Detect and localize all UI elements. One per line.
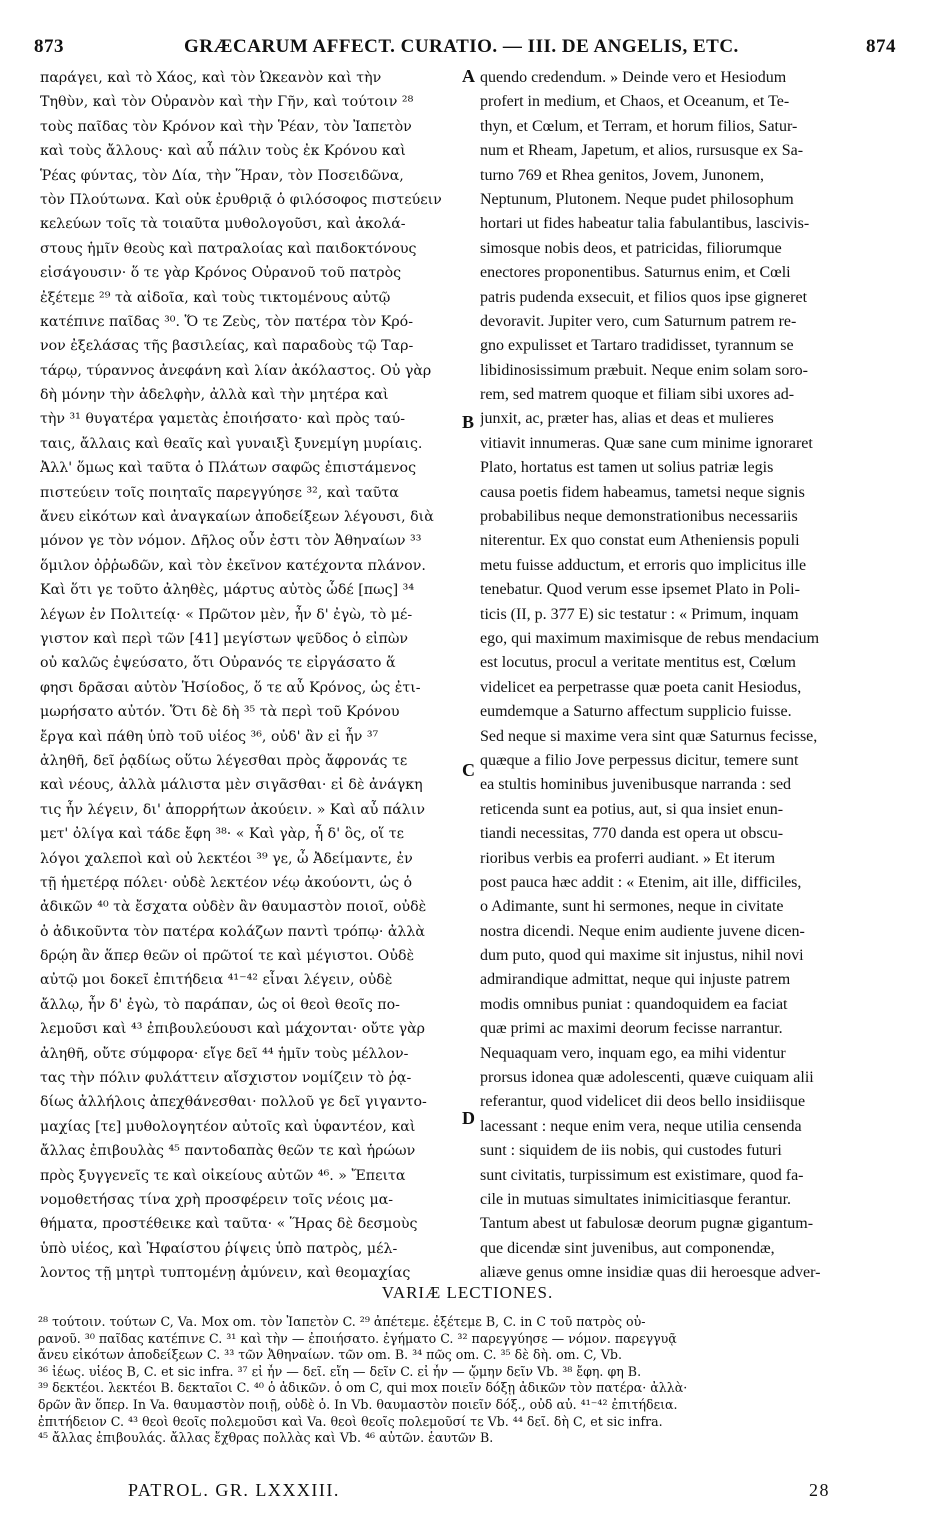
greek-text-line: ὅμιλον ὀῤῥωδῶν, καὶ τὸν ἐκεῖνον κατέχοντα πλάνον. [40, 557, 426, 574]
latin-text-line: tenebatur. Quod verum esse ipsemet Plato in Poli- [480, 581, 800, 599]
greek-text-line: λεμοῦσι καὶ ⁴³ ἐπιβουλεύουσι καὶ μάχονται· οὔτε γὰρ [40, 1021, 426, 1038]
latin-text-line: thyn, et Cœlum, et Terram, et horum filios, Satur- [480, 117, 798, 135]
greek-text-line: νομοθετήσας τίνα χρὴ προσφέρειν τοῖς νέοις μα- [40, 1191, 394, 1208]
latin-text-line: Plato, hortatus est tamen ut solius patriæ legis [480, 459, 774, 477]
latin-text-line: Neptunum, Plutonem. Neque pudet philosophum [480, 190, 794, 208]
greek-text-line: κελεύων τοῖς τὰ τοιαῦτα μυθολογοῦσι, καὶ ἀκολά- [40, 216, 406, 233]
greek-text-line: ταις, ἄλλαις καὶ θεαῖς καὶ γυναιξὶ ξυνεμίγη μυρίαις. [40, 435, 423, 452]
greek-text-line: νον ἐξελάσας τῆς βασιλείας, καὶ παραδοὺς τῷ Ταρ- [40, 338, 414, 355]
note-line: ²⁸ τούτοιν. τούτων C, Va. Mox om. τὸν Ἰαπετὸν C. ²⁹ ἀπέτεμε. ἐξέτεμε B, C. in C τοῦ πατρὸς οὐ- [38, 1314, 646, 1329]
latin-text-line: quæque a filio Jove perpessus dicitur, temere sunt [480, 751, 799, 769]
note-line: ³⁶ ἰέως. υἱέος B, C. et sic infra. ³⁷ εἰ ἦν — δεῖ. εἴη — δεῖν C. εἰ ἦν — ᾤμην δεῖν Vb. ³⁸ ἔφη. φη B. [38, 1363, 642, 1379]
latin-text-line: sunt : siquidem de iis nobis, qui custodes futuri [480, 1142, 782, 1160]
latin-text-line: reticenda sunt ea potius, aut, si qua insiet enun- [480, 800, 784, 818]
greek-text-line: ἐξέτεμε ²⁹ τὰ αἰδοῖα, καὶ τοὺς τικτομένους αὐτῷ [40, 289, 391, 306]
latin-text-line: que dicendæ sint juvenibus, aut componendæ, [480, 1239, 775, 1257]
greek-text-line: πρὸς ξυγγενεῖς τε καὶ οἰκείους αὐτῶν ⁴⁶. » Ἔπειτα [40, 1167, 406, 1184]
margin-marker-a: A [462, 66, 475, 86]
greek-text-line: ἄλλῳ, ἦν δ' ἐγὼ, τὸ παράπαν, ὡς οἱ θεοὶ θεοῖς πο- [40, 996, 400, 1013]
note-line: δρῶν ἂν ὅπερ. In Va. θαυμαστὸν ποιῇ, οὐδὲ ὁ. In Vb. θαυμαστὸν ποιεῖν δόξ., οὐδ αὐ. ⁴¹⁻⁴² ἐπιτήδεια. [38, 1396, 678, 1412]
greek-text-line: γιστον καὶ περὶ τῶν [41] μεγίστων ψεῦδος ὁ εἰπὼν [40, 630, 409, 647]
footer-number: 28 [809, 1480, 830, 1500]
greek-text-line: λόγοι χαλεποὶ καὶ οὐ λεκτέοι ³⁹ γε, ὦ Ἀδείμαντε, ἐν [40, 850, 413, 867]
latin-text-line: rioribus verbis ea proferri audiant. » Et iterum [480, 849, 776, 867]
latin-text-line: eumdemque a Saturno affectum supplicio fuisse. [480, 703, 792, 721]
latin-text-line: enectores proponentibus. Saturnus enim, et Cœli [480, 264, 791, 282]
latin-text-line: Nequaquam vero, inquam ego, ea mihi videntur [480, 1044, 786, 1062]
greek-text-line: ἀδικῶν ⁴⁰ τὰ ἔσχατα οὐδὲν ἂν θαυμαστὸν ποιοῖ, οὐδὲ [40, 899, 427, 916]
latin-text-line: dum puto, quod qui maxime sit injustus, nihil novi [480, 947, 804, 965]
greek-text-line: καὶ νέους, ἀλλὰ μάλιστα μὲν σιγᾶσθαι· εἰ δὲ ἀνάγκη [40, 777, 423, 794]
latin-text-line: quendo credendum. » Deinde vero et Hesiodum [480, 69, 787, 86]
latin-text-line: profert in medium, et Chaos, et Oceanum, et Te- [480, 93, 790, 111]
latin-text-line: ego, qui maximum maximisque de rebus mendacium [480, 629, 820, 647]
latin-text-line: junxit, ac, præter has, alias et deas et mulieres [480, 410, 774, 428]
greek-text-line: οὐ καλῶς ἐψεύσατο, ὅτι Οὐρανός τε εἰργάσατο ἅ [40, 655, 396, 672]
margin-marker-b: B [462, 412, 475, 432]
latin-text-line: vitiavit innumeras. Quæ sane cum minime ignoraret [480, 434, 813, 452]
latin-text-line: Tantum abest ut fabulosæ deorum pugnæ gigantum- [480, 1215, 814, 1233]
latin-text-line: gno expulisset et Tartaro tradidisset, tyrannum se [480, 337, 794, 355]
page-footer [38, 1480, 900, 1510]
greek-text-line: μόνον γε τὸν νόμον. Δῆλος οὖν ἐστι τὸν Ἀθηναίων ³³ [40, 533, 422, 550]
greek-text-line: καὶ τοὺς ἄλλους· καὶ αὖ πάλιν τοὺς ἐκ Κρόνου καὶ [40, 143, 406, 160]
greek-text-line: ὑπὸ υἱέος, καὶ Ἡφαίστου ῥίψεις ὑπὸ πατρὸς, μέλ- [40, 1240, 398, 1257]
latin-text-line: sunt civitatis, turpissimum est existimare, quod fa- [480, 1166, 804, 1184]
greek-text-line: μωρήσατο αὐτόν. Ὅτι δὲ δὴ ³⁵ τὰ περὶ τοῦ Κρόνου [40, 704, 400, 721]
running-title: GRÆCARUM AFFECT. CURATIO. — III. DE ANGELIS, ETC. [184, 36, 739, 57]
latin-text-line: simosque nobis deos, et patricidas, filiorumque [480, 239, 782, 257]
latin-text-line: libidinosissimum præbuit. Neque enim solam soro- [480, 361, 808, 379]
greek-text-line: Τηθὺν, καὶ τὸν Οὐρανὸν καὶ τὴν Γῆν, καὶ τούτοιν ²⁸ [40, 94, 414, 111]
latin-text-line: devoravit. Jupiter vero, cum Saturnum patrem re- [480, 312, 797, 330]
latin-text-line: post pauca hæc addit : « Etenim, ait ille, difficiles, [480, 873, 802, 891]
latin-text-line: modis omnibus puniat : quandoquidem ea faciat [480, 995, 788, 1013]
greek-text-line: ἄλλας ἐπιβουλὰς ⁴⁵ παντοδαπὰς θεῶν τε καὶ ἡρώων [40, 1143, 416, 1160]
greek-text-line: τοὺς παῖδας τὸν Κρόνον καὶ τὴν Ῥέαν, τὸν Ἰαπετὸν [40, 118, 412, 135]
latin-text-line: Sed neque si maxime vera sint quæ Saturnus fecisse, [480, 727, 818, 745]
greek-text-line: στους ἡμῖν θεοὺς καὶ πατραλοίας καὶ παιδοκτόνους [40, 240, 417, 257]
note-line: ⁴⁵ ἄλλας ἐπιβουλάς. ἄλλας ἔχθρας πολλὰς καὶ Vb. ⁴⁶ αὐτῶν. ἑαυτῶν B. [38, 1430, 494, 1446]
greek-text-line: ἄνευ εἰκότων καὶ ἀναγκαίων ἀποδείξεων λέγουσι, διὰ [40, 509, 434, 526]
greek-text-line: μαχίας [τε] μυθολογητέον αὐτοῖς καὶ ὑφαντέον, καὶ [40, 1118, 416, 1135]
greek-text-line: ἀληθῆ, οὔτε σύμφορα· εἴγε δεῖ ⁴⁴ ἡμῖν τοὺς μέλλον- [40, 1045, 409, 1062]
latin-text-line: turno 769 et Rhea genitos, Jovem, Junonem, [480, 166, 764, 184]
latin-text-line: niterentur. Ex quo constat eum Atheniensis populi [480, 532, 800, 550]
greek-text-line: δὴ μόνην τὴν ἀδελφὴν, ἀλλὰ καὶ τὴν μητέρα καὶ [40, 387, 389, 404]
latin-text-line: est locutus, procul a veritate mentitus est, Cœlum [480, 654, 796, 672]
variae-lectiones-title: VARIÆ LECTIONES. [381, 1283, 554, 1302]
latin-text-line: admirandique admittat, neque qui injuste patrem [480, 971, 791, 989]
latin-text-line: videlicet ea perpetrasse quæ poeta canit Hesiodus, [480, 678, 802, 696]
greek-text-line: Ἀλλ' ὅμως καὶ ταῦτα ὁ Πλάτων σαφῶς ἐπιστάμενος [40, 460, 417, 477]
variant-notes [38, 1314, 900, 1447]
greek-text-line: θήματα, προστέθεικε καὶ ταῦτα· « Ἥρας δὲ δεσμοὺς [40, 1216, 418, 1233]
latin-text-line: cile in mutuas simultates inimicitiasque ferantur. [480, 1190, 792, 1208]
latin-text-line: probabilibus neque demonstrationibus necessariis [480, 508, 798, 526]
greek-text-line: ἔργα καὶ πάθη ὑπὸ τοῦ υἱέος ³⁶, οὐδ' ἂν εἰ ἦν ³⁷ [40, 728, 379, 745]
latin-text-line: prorsus idonea quæ adolescenti, quæve cuiquam alii [480, 1069, 814, 1087]
latin-text-line: quæ primi ac maximi deorum fecisse narrantur. [480, 1020, 783, 1038]
greek-text-line: παράγει, καὶ τὸ Χάος, καὶ τὸν Ὠκεανὸν καὶ τὴν [40, 70, 382, 86]
greek-text-line: δρῴη ἂν ἅπερ θεῶν οἱ πρῶτοί τε καὶ μέγιστοι. Οὐδὲ [40, 948, 415, 965]
greek-text-line: τὸν Πλούτωνα. Καὶ οὐκ ἐρυθριᾷ ὁ φιλόσοφος πιστεύειν [40, 191, 442, 208]
greek-text-line: Ῥέας φύντας, τὸν Δία, τὴν Ἥραν, τὸν Ποσειδῶνα, [40, 167, 404, 184]
greek-text-line: ἀληθῆ, δεῖ ῥᾳδίως οὕτω λέγεσθαι πρὸς ἄφρονάς τε [40, 752, 408, 769]
latin-text-line: tiandi necessitas, 770 danda est opera ut obscu- [480, 825, 784, 843]
greek-text-line: τάρῳ, τύραννος ἀνεφάνη καὶ λίαν ἀκόλαστος. Οὐ γὰρ [40, 362, 432, 379]
note-line: ἄνευ εἰκότων ἀποδείξεων C. ³³ τῶν Ἀθηναίων. τῶν om. B. ³⁴ πῶς om. C. ³⁵ δὲ δὴ. om. C, Vb. [38, 1347, 622, 1363]
page-number-right: 874 [866, 36, 896, 57]
latin-text-line: rem, sed matrem quoque et filiam sibi uxores ad- [480, 386, 795, 404]
margin-marker-d: D [462, 1108, 475, 1128]
latin-text-line: lacessant : neque enim vera, neque utilia censenda [480, 1117, 802, 1135]
greek-text-line: αὐτῷ μοι δοκεῖ ἐπιτήδεια ⁴¹⁻⁴² εἶναι λέγειν, οὐδὲ [40, 972, 393, 989]
greek-text-line: λοντος τῇ μητρὶ τυπτομένῃ ἀμύνειν, καὶ θεομαχίας [40, 1265, 411, 1282]
latin-text-line: ticis (II, p. 377 E) sic testatur : « Primum, inquam [480, 605, 799, 623]
greek-text-line: τας τὴν πόλιν φυλάττειν αἴσχιστον νομίζειν τὸ ῥᾳ- [40, 1070, 412, 1087]
greek-text-line: εἰσάγουσιν· ὅ τε γὰρ Κρόνος Οὐρανοῦ τοῦ πατρὸς [40, 265, 402, 282]
latin-column [480, 66, 898, 1286]
greek-text-line: τὴν ³¹ θυγατέρα γαμετὰς ἐποιήσατο· καὶ πρὸς ταύ- [40, 411, 405, 428]
note-line: ³⁹ δεκτέοι. λεκτέοι B. δεκταῖοι C. ⁴⁰ ὁ ἀδικῶν. ὁ om C, qui mox ποιεῖν δόξῃ ἀδικῶν τὸν πατέρα· ἀλλὰ· [38, 1380, 688, 1396]
greek-text-line: κατέπινε παῖδας ³⁰. Ὅ τε Ζεὺς, τὸν πατέρα τὸν Κρό- [40, 313, 414, 330]
latin-text-line: causa poetis fidem habeamus, tametsi neque signis [480, 483, 805, 501]
greek-text-line: φησι δρᾶσαι αὐτὸν Ἡσίοδος, ὅ τε αὖ Κρόνος, ὡς ἐτι- [40, 679, 421, 696]
page-number-left: 873 [34, 36, 64, 57]
greek-column [40, 66, 462, 1286]
latin-text-line: num et Rheam, Japetum, et alios, rursusque ex Sa- [480, 142, 804, 160]
latin-text-line: o Adimante, sunt hi sermones, neque in civitate [480, 898, 784, 916]
greek-text-line: πιστεύειν τοῖς ποιηταῖς παρεγγύησε ³², καὶ ταῦτα [40, 484, 399, 501]
latin-text-line: ea stultis hominibus juvenibusque narranda : sed [480, 776, 792, 794]
greek-text-line: μετ' ὀλίγα καὶ τάδε ἔφη ³⁸· « Καὶ γὰρ, ἦ δ' ὃς, οἵ τε [40, 826, 404, 843]
page-header [34, 36, 896, 64]
latin-text-line: nostra dicendi. Neque enim audiente juvene dicen- [480, 922, 805, 940]
latin-text-line: aliæve genus omne insidiæ quas dii heroesque adver- [480, 1264, 821, 1282]
latin-text-line: referantur, quod videlicet dii deos bello insidiisque [480, 1093, 806, 1111]
latin-text-line: patris pudenda exsecuit, et filios quos ipse gigneret [480, 288, 808, 306]
latin-text-line: metu fuisse adductum, et erroris quo implicitus ille [480, 556, 807, 574]
greek-text-line: τῇ ἡμετέρᾳ πόλει· οὐδὲ λεκτέον νέῳ ἀκούοντι, ὡς ὁ [40, 874, 413, 891]
greek-text-line: Καὶ ὅτι γε τοῦτο ἀληθὲς, μάρτυς αὐτὸς ὧδέ [πως] ³⁴ [40, 582, 415, 599]
greek-text-line: τις ἦν λέγειν, δι' ἀπορρήτων ἀκούειν. » Καὶ αὖ πάλιν [40, 801, 425, 818]
footer-signature: PATROL. GR. LXXXIII. [128, 1480, 340, 1500]
margin-marker-c: C [462, 760, 475, 780]
greek-text-line: δίως ἀλλήλοις ἀπεχθάνεσθαι· πολλοῦ γε δεῖ γιγαντο- [40, 1094, 427, 1111]
greek-text-line: ὁ ἀδικοῦντα τὸν πατέρα κολάζων παντὶ τρόπῳ· ἀλλὰ [40, 923, 426, 940]
note-line: ἐπιτήδειον C. ⁴³ θεοὶ θεοῖς πολεμοῦσι καὶ Va. θεοὶ θεοῖς πολεμοῦσί τε Vb. ⁴⁴ δεῖ. δὴ C, et sic infra. [38, 1413, 663, 1429]
latin-text-line: hortari ut fides habeatur talia fabulantibus, lascivis- [480, 215, 810, 233]
note-line: ρανοῦ. ³⁰ παῖδας κατέπινε C. ³¹ καὶ τὴν — ἐποιήσατο. ἐγήματο C. ³² παρεγγύησε — νόμον. παρεγγυᾷ [38, 1330, 677, 1346]
greek-text-line: λέγων ἐν Πολιτείᾳ· « Πρῶτον μὲν, ἦν δ' ἐγὼ, τὸ μέ- [40, 606, 413, 623]
